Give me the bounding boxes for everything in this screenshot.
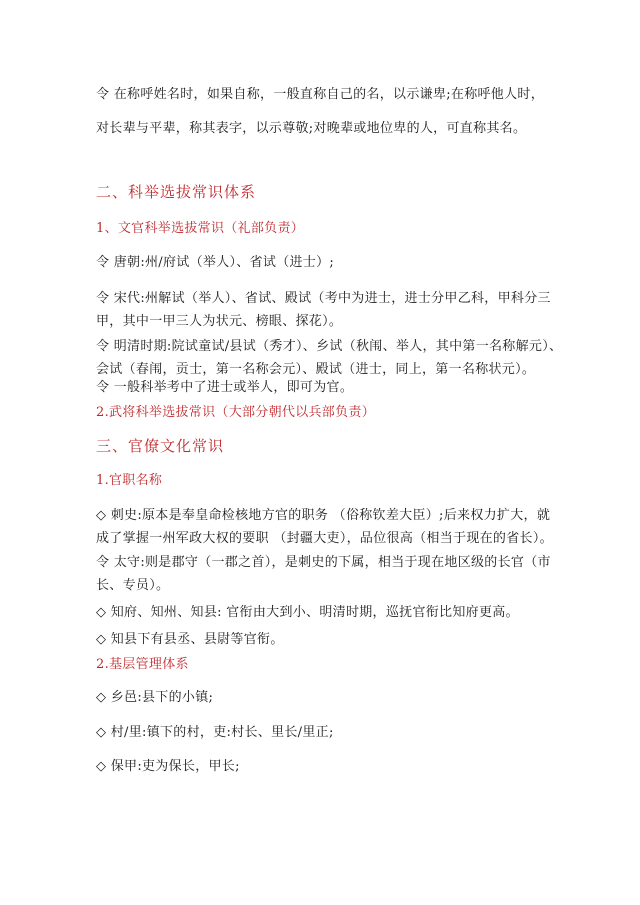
body-line: 长、专员）。 — [96, 578, 170, 593]
body-line: 对长辈与平辈，称其表字，以示尊敬;对晚辈或地位卑的人，可直称其名。 — [96, 121, 527, 136]
body-line: 成了掌握一州军政大权的要职 （封疆大吏），品位很高（相当于现在的省长）。 — [96, 531, 553, 546]
subsection-heading: 2.基层管理体系 — [96, 657, 189, 672]
section-heading: 三、官僚文化常识 — [96, 437, 225, 455]
subsection-heading: 1.官职名称 — [96, 473, 163, 488]
body-line: ◇ 村/里:镇下的村，吏:村长、里长/里正; — [96, 725, 334, 740]
body-line: 令 一般科举考中了进士或举人，即可为官。 — [96, 380, 354, 395]
subsection-heading: 2.武将科举选拔常识（大部分朝代以兵部负责） — [96, 405, 376, 420]
body-line: ◇ 知县下有县丞、县尉等官衔。 — [96, 632, 284, 647]
body-line: 甲，其中一甲三人为状元、榜眼、探花）。 — [96, 314, 343, 329]
body-line: ◇ 保甲:吏为保长，甲长; — [96, 759, 240, 774]
body-line: 令 太守:则是郡守（一郡之首），是刺史的下属，相当于现在地区级的长官（市 — [96, 555, 551, 570]
body-line: 令 明清时期:院试童试/县试（秀才）、乡试（秋闱、举人，其中第一名称解元）、 — [96, 339, 563, 354]
body-line: ◇ 乡邑:县下的小镇; — [96, 690, 214, 705]
body-line: 令 唐朝:州/府试（举人）、省试（进士）; — [96, 255, 335, 270]
body-line: 令 在称呼姓名时，如果自称，一般直称自己的名，以示谦卑;在称呼他人时， — [96, 87, 545, 102]
body-line: 会试（春闱，贡士，第一名称会元）、殿试（进士，同上，第一名称状元）。 — [96, 362, 536, 377]
body-line: ◇ 知府、知州、知县: 官衔由大到小、明清时期，巡抚官衔比知府更高。 — [96, 605, 519, 620]
section-heading: 二、科举选拔常识体系 — [96, 183, 257, 201]
subsection-heading: 1、文官科举选拔常识（礼部负责） — [96, 221, 305, 236]
body-line: ◇ 刺史:原本是奉皇命检核地方官的职务 （俗称钦差大臣）;后来权力扩大，就 — [96, 508, 551, 523]
body-line: 令 宋代:州解试（举人）、省试、殿试（考中为进士，进士分甲乙科，甲科分三 — [96, 291, 551, 306]
